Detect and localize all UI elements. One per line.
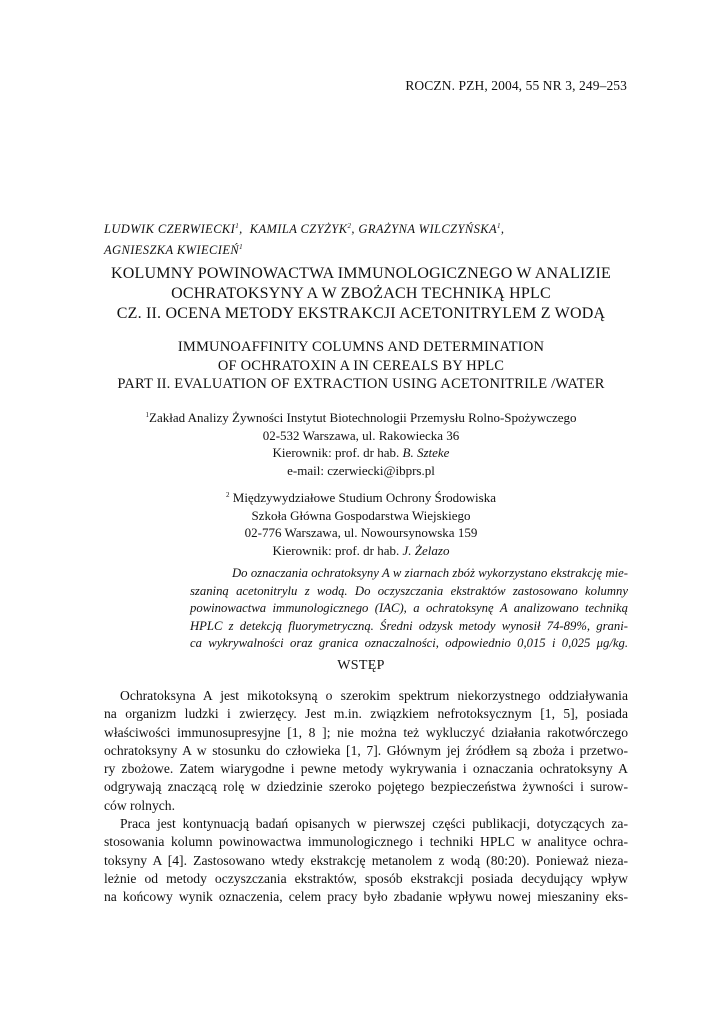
title-line: CZ. II. OCENA METODY EKSTRAKCJI ACETONITRYLEM Z WODĄ (116, 305, 606, 322)
institution-school: Szkoła Główna Gospodarstwa Wiejskiego (251, 507, 471, 523)
title-line: OF OCHRATOXIN A IN CEREALS BY HPLC (217, 357, 505, 374)
author-name: LUDWIK CZERWIECKI (104, 222, 236, 236)
abstract-line: powinowactwa immunologicznego (IAC), a ochratoksynę A analizowano techniką (190, 601, 628, 615)
abstract (190, 565, 628, 653)
affiliation-marker: 1 (497, 222, 501, 230)
affiliation-marker: 1 (235, 222, 240, 230)
author-line-2 (104, 238, 624, 259)
affiliation-marker: 1 (239, 243, 243, 251)
title-line: PART II. EVALUATION OF EXTRACTION USING ACETONITRILE /WATER (117, 376, 605, 392)
body-line: leżnie od metody oczyszczania ekstraktów, sposób ekstrakcji posiada decydujący wpływ (104, 870, 628, 886)
body-line: ry zbożowe. Zatem wiarygodne i pewne metody wykrywania i oznaczania ochratoksyny A (104, 761, 628, 777)
body-line: na organizm ludzki i zwierzęcy. Jest m.in. związkiem nefrotoksycznym [1, 5], posiada (104, 706, 628, 722)
body-line: ców rolnych. (104, 797, 175, 813)
paragraph-2 (104, 815, 628, 906)
body-line: Ochratoksyna A jest mikotoksyną o szerokim spektrum niekorzystnego oddziaływania (120, 688, 628, 703)
address: 02-776 Warszawa, ul. Nowoursynowska 159 (244, 525, 478, 540)
institution-name: Zakład Analizy Żywności Instytut Biotechnologii Przemysłu Rolno-Spożywczego (149, 410, 577, 425)
author-list (104, 217, 624, 259)
body-line: właściwości immunosupresyjne [1, 8 ]; nie można też wykluczyć działania rakotwórczego (104, 724, 628, 740)
head-name: J. Żelazo (402, 542, 450, 558)
head-of-unit: Kierownik: prof. dr hab. B. Szteke (272, 445, 450, 460)
abstract-line: Do oznaczania ochratoksyny A w ziarnach zbóż wykorzystano ekstrakcję mie- (232, 566, 628, 580)
abstract-line: HPLC z detekcją fluorymetryczną. Średni odzysk metody wynosił 74-89%, grani- (190, 618, 628, 633)
title-line: IMMUNOAFFINITY COLUMNS AND DETERMINATION (177, 339, 545, 355)
body-line: na końcowy wynik oznaczenia, celem pracy było zbadanie wpływu nowej mieszaniny eks- (104, 889, 628, 905)
title-polish (0, 264, 722, 324)
address: 02-532 Warszawa, ul. Rakowiecka 36 (262, 427, 460, 443)
paragraph-1 (104, 687, 628, 815)
journal-reference: ROCZN. PZH, 2004, 55 NR 3, 249–253 (405, 78, 627, 93)
abstract-line: szaniną acetonitrylu z wodą. Do oczyszczania ekstraktów zastosowano kolumny (190, 583, 628, 598)
author-name: AGNIESZKA KWIECIEŃ (104, 243, 240, 257)
head-name: B. Szteke (402, 445, 450, 460)
body-line: stosowania kolumn powinowactwa immunologicznego i techniki HPLC w analityce ochra- (104, 834, 628, 850)
head-of-unit: Kierownik: prof. dr hab. J. Żelazo (272, 542, 450, 558)
affiliation-2 (0, 487, 722, 559)
affiliation-1 (0, 407, 722, 479)
author-name: KAMILA CZYŻYK (249, 222, 348, 236)
affiliation-marker: 2 (347, 222, 352, 230)
body-line: odgrywają znaczącą rolę w dziedzinie szeroko pojętego bezpieczeństwa żywności i surow- (104, 779, 628, 795)
title-line: OCHRATOKSYNY A W ZBOŻACH TECHNIKĄ HPLC (171, 285, 551, 302)
affiliation-marker: 2 (226, 491, 230, 499)
author-line-1: LUDWIK CZERWIECKI$^1$, KAMILA CZYŻYK$^2$, GRAŻYNA WILCZYŃSKA$^1$, (104, 222, 505, 236)
title-line: KOLUMNY POWINOWACTWA IMMUNOLOGICZNEGO W ANALIZIE (111, 265, 611, 282)
email-address: e-mail: czerwiecki@ibprs.pl (287, 462, 435, 478)
title-english (0, 338, 722, 394)
abstract-line: ca wykrywalności oraz granica oznaczalności, odpowiednio 0,015 i 0,025 μg/kg. (190, 636, 628, 650)
section-heading: WSTĘP (337, 658, 385, 673)
institution-name: Międzywydziałowe Studium Ochrony Środowiska (229, 490, 496, 505)
affiliation-marker: 1 (145, 411, 149, 419)
body-line: Praca jest kontynuacją badań opisanych w pierwszej części publikacji, dotyczących za- (120, 816, 628, 831)
author-name: GRAŻYNA WILCZYŃSKA (358, 222, 498, 236)
body-line: toksyny A [4]. Zastosowano wtedy ekstrakcję metanolem z wodą (80:20). Ponieważ nieza- (104, 852, 628, 868)
body-line: ochratoksyny A w stosunku do człowieka [1, 7]. Głównym jej źródłem są zboża i przetwo- (104, 742, 628, 758)
